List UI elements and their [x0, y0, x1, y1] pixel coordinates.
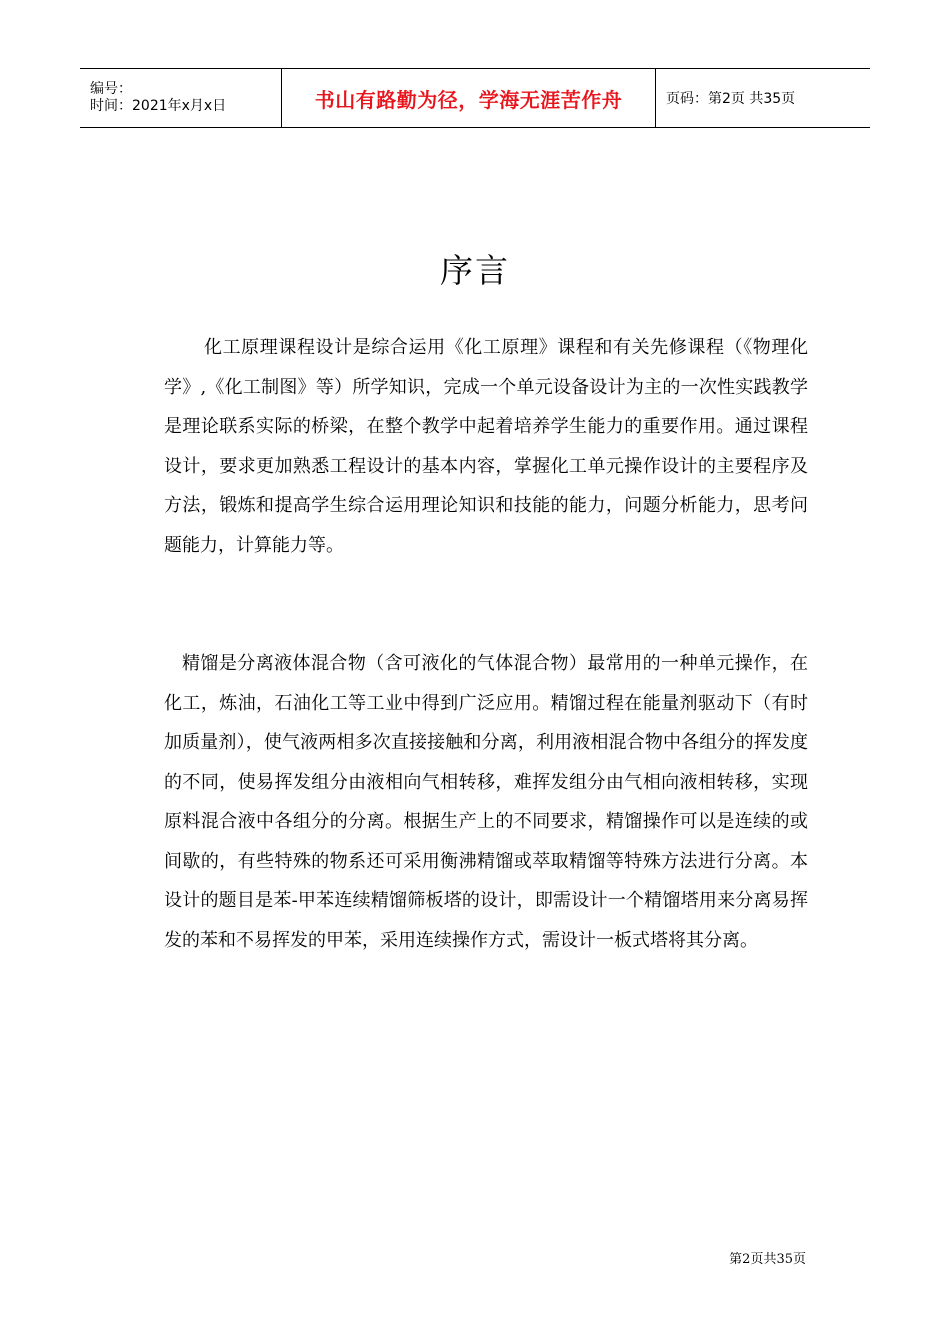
paragraph-1: 化工原理课程设计是综合运用《化工原理》课程和有关先修课程（《物理化学》,《化工制图》等）所学知识，完成一个单元设备设计为主的一次性实践教学是理论联系实际的桥梁，在整个教学中起着培养学生能力的重要作用。通过课程设计，要求更加熟悉工程设计的基本内容，掌握化工单元操作设计的主要程序及方法，锻炼和提高学生综合运用理论知识和技能的能力，问题分析能力，思考问题能力，计算能力等。 [164, 337, 808, 556]
document-time-label: 时间：2021年x月x日 [90, 98, 227, 114]
header-motto: 书山有路勤为径，学海无涯苦作舟 [314, 87, 623, 112]
paragraph-2: 精馏是分离液体混合物（含可液化的气体混合物）最常用的一种单元操作，在化工，炼油，石油化工等工业中得到广泛应用。精馏过程在能量剂驱动下（有时加质量剂），使气液两相多次直接接触和分离，利用液相混合物中各组分的挥发度的不同，使易挥发组分由液相向气相转移，难挥发组分由气相向液相转移，实现原料混合液中各组分的分离。根据生产上的不同要求，精馏操作可以是连续的或间歇的，有些特殊的物系还可采用衡沸精馏或萃取精馏等特殊方法进行分离。本设计的题目是苯-甲苯连续精馏筛板塔的设计，即需设计一个精馏塔用来分离易挥发的苯和不易挥发的甲苯，采用连续操作方式，需设计一板式塔将其分离。 [164, 653, 808, 951]
page-title: 序言 [440, 251, 510, 290]
page-header [80, 68, 870, 128]
header-page-info: 页码：第2页 共35页 [666, 91, 796, 107]
header-meta [80, 69, 282, 127]
footer-page-number: 第2页共35页 [729, 1252, 806, 1267]
header-motto-cell [282, 69, 656, 127]
document-number-label: 编号： [90, 81, 132, 97]
header-page-info-cell [656, 69, 870, 127]
